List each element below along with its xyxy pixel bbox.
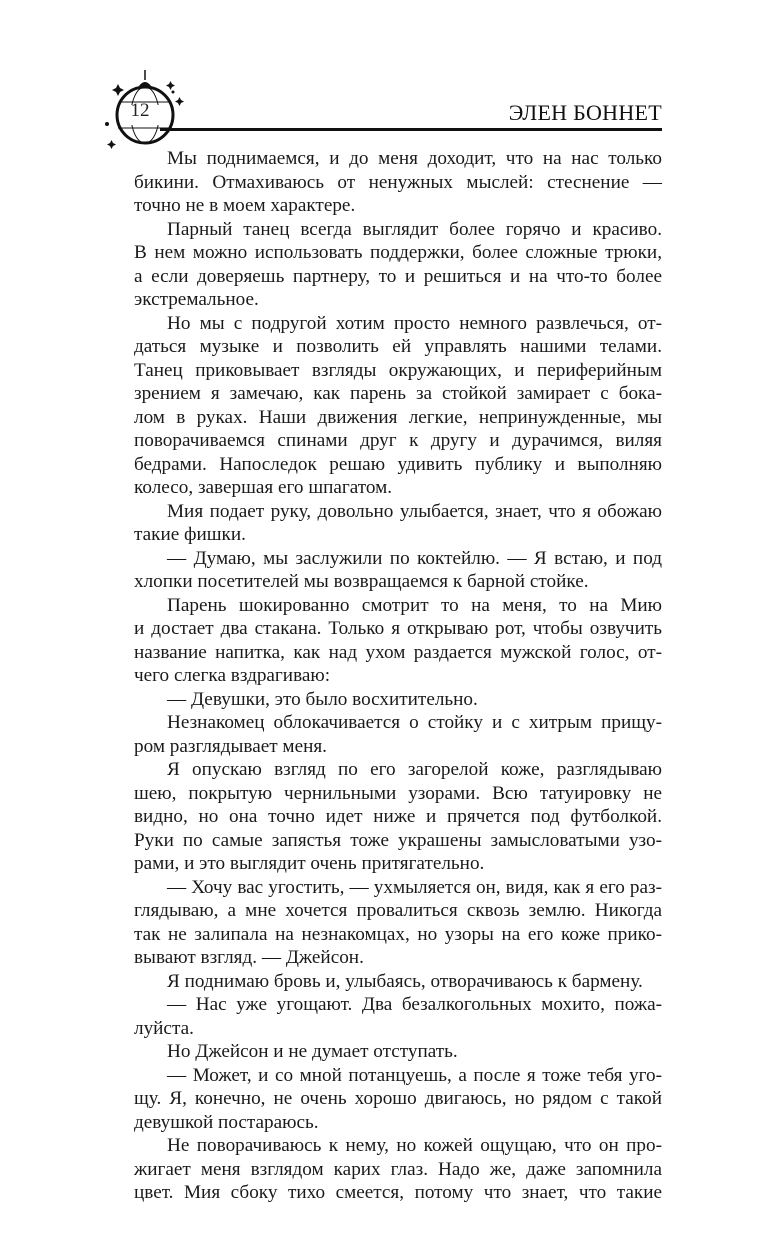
paragraph <box>134 876 662 970</box>
text-line: Я опускаю взгляд по его загорелой коже, разглядываю <box>167 759 662 780</box>
text-line: Мы поднимаемся, и до меня доходит, что на нас только <box>167 148 662 169</box>
paragraph <box>134 758 662 876</box>
paragraph <box>134 688 662 712</box>
paragraph <box>134 1040 662 1064</box>
text-line: лом в руках. Наши движения легкие, непринужденные, мы <box>134 406 662 428</box>
text-line: хлопки посетителей мы возвращаемся к барной стойке. <box>134 571 589 592</box>
text-line: такие фишки. <box>134 524 246 545</box>
text-line: чего слегка вздрагиваю: <box>134 665 331 686</box>
paragraph <box>134 594 662 688</box>
text-line: Мия подает руку, довольно улыбается, знает, что я обожаю <box>167 500 662 522</box>
text-line: жигает меня взглядом карих глаз. Надо же, даже запомнила <box>134 1158 662 1180</box>
text-line: даться музыке и позволить ей управлять нашими телами. <box>134 336 662 357</box>
text-line: В нем можно использовать поддержки, более сложные трюки, <box>134 242 662 263</box>
header-rule <box>160 128 662 131</box>
text-line: колесо, завершая его шпагатом. <box>134 477 393 498</box>
text-line: — Может, и со мной потанцуешь, а после я тоже тебя уго- <box>167 1064 662 1086</box>
text-line: Парень шокированно смотрит то на меня, то на Мию <box>167 594 662 616</box>
body-text <box>134 147 662 1205</box>
text-line: вывают взгляд. — Джейсон. <box>134 947 364 968</box>
text-line: Руки по самые запястья тоже украшены замысловатыми узо- <box>134 829 662 851</box>
text-line: девушкой постараюсь. <box>134 1111 319 1133</box>
text-line: щу. Я, конечно, не очень хорошо двигаюсь, но рядом с такой <box>134 1088 662 1109</box>
text-line: Парный танец всегда выглядит более горячо и красиво. <box>167 218 662 240</box>
text-line: а если доверяешь партнеру, то и решиться и на что-то более <box>134 265 662 287</box>
paragraph <box>134 500 662 547</box>
text-line: Танец приковывает взгляды окружающих, и периферийным <box>134 359 662 381</box>
paragraph <box>134 312 662 500</box>
text-line: бикини. Отмахиваюсь от ненужных мыслей: стеснение — <box>134 171 662 193</box>
text-line: Не поворачиваюсь к нему, но кожей ощущаю, что он про- <box>167 1135 662 1156</box>
text-line: Но мы с подругой хотим просто немного развлечься, от- <box>167 312 662 334</box>
text-line: экстремальное. <box>134 289 259 310</box>
paragraph <box>134 1134 662 1205</box>
text-line: — Девушки, это было восхитительно. <box>167 688 478 710</box>
text-line: рами, и это выглядит очень притягательно. <box>134 853 485 874</box>
text-line: луйста. <box>134 1017 194 1039</box>
text-line: поворачиваемся спинами друг к другу и дурачимся, виляя <box>134 430 662 451</box>
page-number: 12 <box>130 100 150 121</box>
text-line: Я поднимаю бровь и, улыбаясь, отворачиваюсь к бармену. <box>167 970 643 992</box>
text-line: ром разглядывает меня. <box>134 735 327 757</box>
text-line: — Хочу вас угостить, — ухмыляется он, видя, как я его раз- <box>167 876 662 898</box>
running-title: ЭЛЕН БОННЕТ <box>508 100 662 125</box>
text-line: глядываю, а мне хочется провалиться сквозь землю. Никогда <box>134 900 662 921</box>
text-line: название напитка, как над ухом раздается мужской голос, от- <box>134 641 662 663</box>
paragraph <box>134 147 662 218</box>
text-line: и достает два стакана. Только я открываю рот, чтобы озвучить <box>134 618 662 639</box>
paragraph <box>134 993 662 1040</box>
text-line: видно, но она точно идет ниже и прячется под футболкой. <box>134 806 662 827</box>
paragraph <box>134 711 662 758</box>
text-line: Незнакомец облокачивается о стойку и с хитрым прищу- <box>167 712 662 733</box>
text-line: Но Джейсон и не думает отступать. <box>167 1041 458 1062</box>
text-line: так не залипала на незнакомцах, но узоры на его коже прико- <box>134 923 662 945</box>
text-line: зрением я замечаю, как парень за стойкой замирает с бока- <box>134 383 662 404</box>
paragraph <box>134 218 662 312</box>
text-line: шею, покрытую чернильными узорами. Всю татуировку не <box>134 782 662 804</box>
paragraph <box>134 1064 662 1135</box>
text-line: бедрами. Напоследок решаю удивить публику и выполняю <box>134 453 662 475</box>
paragraph <box>134 547 662 594</box>
text-line: точно не в моем характере. <box>134 195 356 216</box>
paragraph <box>134 970 662 994</box>
text-line: цвет. Мия сбоку тихо смеется, потому что знает, что такие <box>134 1182 662 1203</box>
text-line: — Думаю, мы заслужили по коктейлю. — Я встаю, и под <box>167 547 662 569</box>
text-line: — Нас уже угощают. Два безалкогольных мохито, пожа- <box>167 994 662 1015</box>
